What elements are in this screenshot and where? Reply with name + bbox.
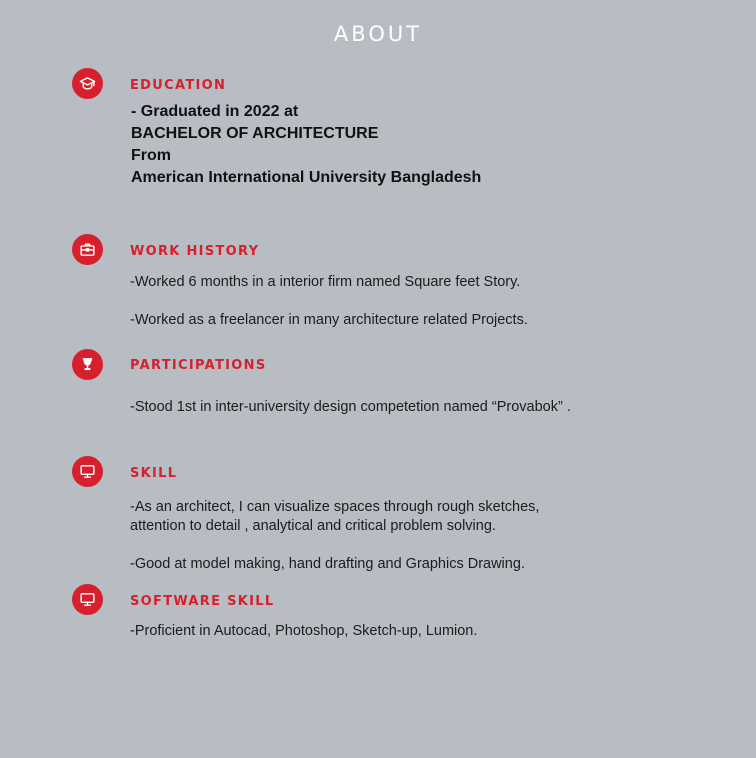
work-history-line-interior-firm: -Worked 6 months in a interior firm named Square feet Story. <box>130 274 521 290</box>
monitor-icon <box>72 584 103 615</box>
graduation-cap-icon <box>72 68 103 99</box>
work-history-heading: WORK HISTORY <box>130 244 260 259</box>
monitor-icon <box>72 456 103 487</box>
skill-line-visualize: -As an architect, I can visualize spaces through rough sketches, <box>130 499 540 515</box>
software-skill-heading: SOFTWARE SKILL <box>130 594 275 609</box>
work-history-line-freelancer: -Worked as a freelancer in many architecture related Projects. <box>130 312 528 328</box>
skill-line-model-making: -Good at model making, hand drafting and Graphics Drawing. <box>130 556 525 572</box>
education-line-degree: BACHELOR OF ARCHITECTURE <box>131 125 379 142</box>
skill-heading: SKILL <box>130 466 178 481</box>
education-line-from: From <box>131 147 171 164</box>
participations-heading: PARTICIPATIONS <box>130 358 267 373</box>
page-title: ABOUT <box>333 22 423 46</box>
education-heading: EDUCATION <box>130 78 227 93</box>
skill-line-attention: attention to detail , analytical and critical problem solving. <box>130 518 496 534</box>
software-skill-line-proficient: -Proficient in Autocad, Photoshop, Sketch-up, Lumion. <box>130 623 478 639</box>
trophy-icon <box>72 349 103 380</box>
education-line-university: American International University Bangladesh <box>131 169 482 186</box>
briefcase-icon <box>72 234 103 265</box>
education-line-graduated: - Graduated in 2022 at <box>131 103 299 120</box>
participations-line-competition: -Stood 1st in inter-university design competetion named “Provabok” . <box>130 399 571 415</box>
